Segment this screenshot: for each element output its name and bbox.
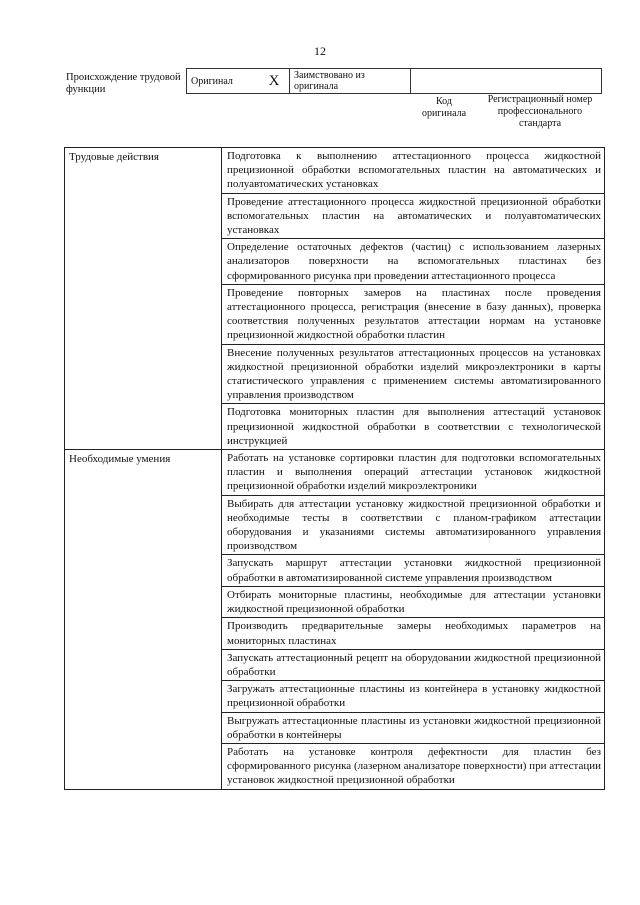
- origin-original-cell: Оригинал: [187, 69, 260, 94]
- table-row: [65, 450, 605, 496]
- labor-action-item: Подготовка к выполнению аттестационного процесса жидкостной прецизионной обработки вспомогательных пластин на автоматических и полуавтоматических установках: [222, 148, 605, 194]
- origin-mark-cell: X: [259, 69, 290, 94]
- labor-action-item: Внесение полученных результатов аттестационных процессов на установках жидкостной прецизионной обработки изделий микроэлектроники в карты статистического управления с применением системы автоматизированного управления производством: [222, 344, 605, 404]
- skill-item: Производить предварительные замеры необходимых параметров на мониторных пластинах: [222, 618, 605, 649]
- skill-item: Выгружать аттестационные пластины из установки жидкостной прецизионной обработки в контейнеры: [222, 712, 605, 743]
- skill-item: Выбирать для аттестации установку жидкостной прецизионной обработки и необходимые тесты в соответствии с планом-графиком аттестации оборудования и указаниями системы автоматизированного управления производством: [222, 495, 605, 555]
- reg-caption: Регистрационный номер профессионального стандарта: [487, 94, 593, 129]
- labor-action-item: Определение остаточных дефектов (частиц) с использованием лазерных анализаторов поверхности на вспомогательных пластинах без сформированного рисунка при проведении аттестационного процесса: [222, 239, 605, 285]
- labor-action-item: Проведение аттестационного процесса жидкостной прецизионной обработки вспомогательных пластин на автоматических и полуавтоматических установках: [222, 193, 605, 239]
- main-table: [64, 147, 605, 790]
- labor-action-item: Проведение повторных замеров на пластинах после проведения аттестационного процесса, регистрация (внесение в базу данных), проверка соответствия полученных результатов аттестации нормам на установке прецизионной жидкостной обработки пластин: [222, 284, 605, 344]
- skill-item: Запускать маршрут аттестации установки жидкостной прецизионной обработки в автоматизированной системе управления производством: [222, 555, 605, 586]
- skill-item: Отбирать мониторные пластины, необходимые для аттестации установки жидкостной прецизионной обработки: [222, 586, 605, 617]
- labor-actions-label: Трудовые действия: [65, 148, 222, 450]
- labor-action-item: Подготовка мониторных пластин для выполнения аттестаций установок прецизионной жидкостной обработки в соответствии с технологической инструкцией: [222, 404, 605, 450]
- skill-item: Загружать аттестационные пластины из контейнера в установку жидкостной прецизионной обработки: [222, 681, 605, 712]
- page-number: 12: [314, 44, 326, 58]
- skill-item: Работать на установке контроля дефектности для пластин без сформированного рисунка (лазерном анализаторе поверхности) при аттестации установок жидкостной прецизионной обработки: [222, 743, 605, 789]
- skill-item: Работать на установке сортировки пластин для подготовки вспомогательных пластин и выполнения операций аттестации установок жидкостной прецизионной обработки изделий микроэлектроники: [222, 450, 605, 496]
- origin-empty-cell: [411, 69, 602, 94]
- table-row: [65, 148, 605, 194]
- code-caption: Код оригинала: [421, 96, 467, 119]
- origin-table: [186, 68, 602, 94]
- skill-item: Запускать аттестационный рецепт на оборудовании жидкостной прецизионной обработки: [222, 649, 605, 680]
- origin-borrowed-cell: Заимствовано из оригинала: [290, 69, 411, 94]
- required-skills-label: Необходимые умения: [65, 450, 222, 789]
- origin-label: Происхождение трудовой функции: [66, 72, 181, 95]
